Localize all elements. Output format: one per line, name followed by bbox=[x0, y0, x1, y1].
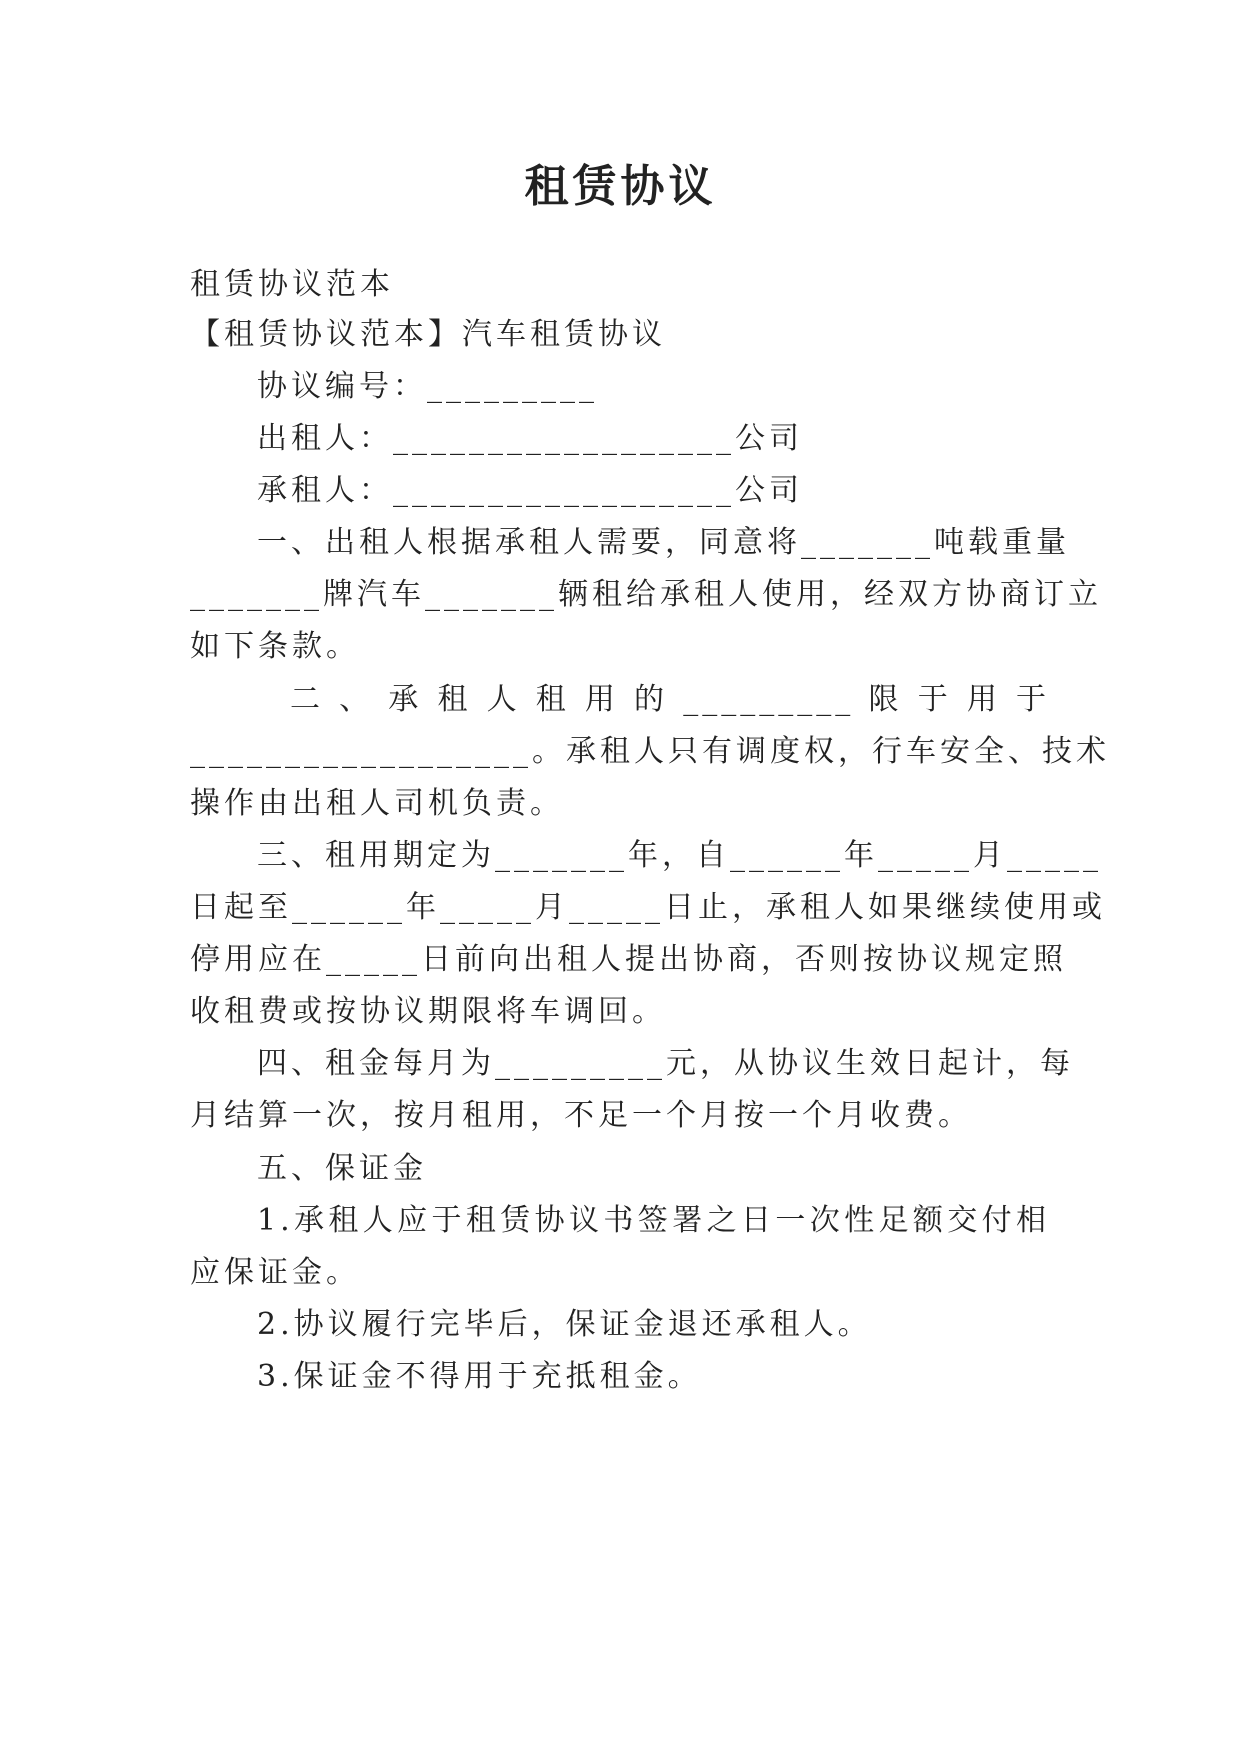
text-line: 停用应在_____日前向出租人提出协商，否则按协议规定照 bbox=[190, 942, 1067, 977]
text-line: 三、租用期定为_______年，自______年_____月_____ bbox=[257, 838, 1102, 873]
text-line: 月结算一次，按月租用，不足一个月按一个月收费。 bbox=[190, 1098, 972, 1133]
document-title: 租赁协议 bbox=[524, 161, 717, 212]
text-line: 协议编号：_________ bbox=[257, 369, 598, 404]
text-line: 【租赁协议范本】汽车租赁协议 bbox=[190, 317, 666, 352]
text-line: 四、租金每月为_________元，从协议生效日起计，每 bbox=[257, 1046, 1074, 1081]
text-line: 一、出租人根据承租人需要，同意将_______吨载重量 bbox=[257, 525, 1070, 560]
text-line: 租赁协议范本 bbox=[190, 267, 394, 302]
text-line: _______牌汽车_______辆租给承租人使用，经双方协商订立 bbox=[190, 577, 1102, 612]
text-line: 1.承租人应于租赁协议书签署之日一次性足额交付相 bbox=[257, 1203, 1050, 1238]
text-line: 收租费或按协议期限将车调回。 bbox=[190, 994, 666, 1029]
text-line: 如下条款。 bbox=[190, 629, 360, 664]
text-line: 二 、 承 租 人 租 用 的 _________ 限 于 用 于 bbox=[290, 682, 1050, 717]
text-line: __________________。承租人只有调度权，行车安全、技术 bbox=[190, 734, 1110, 769]
text-line: 出租人：__________________公司 bbox=[257, 421, 803, 456]
text-line: 操作由出租人司机负责。 bbox=[190, 786, 564, 821]
text-line: 日起至______年_____月_____日止，承租人如果继续使用或 bbox=[190, 890, 1106, 925]
text-line: 2.协议履行完毕后，保证金退还承租人。 bbox=[257, 1307, 872, 1342]
text-line: 应保证金。 bbox=[190, 1255, 360, 1290]
text-line: 五、保证金 bbox=[257, 1151, 427, 1186]
text-line: 承租人：__________________公司 bbox=[257, 473, 803, 508]
text-line: 3.保证金不得用于充抵租金。 bbox=[257, 1359, 702, 1394]
